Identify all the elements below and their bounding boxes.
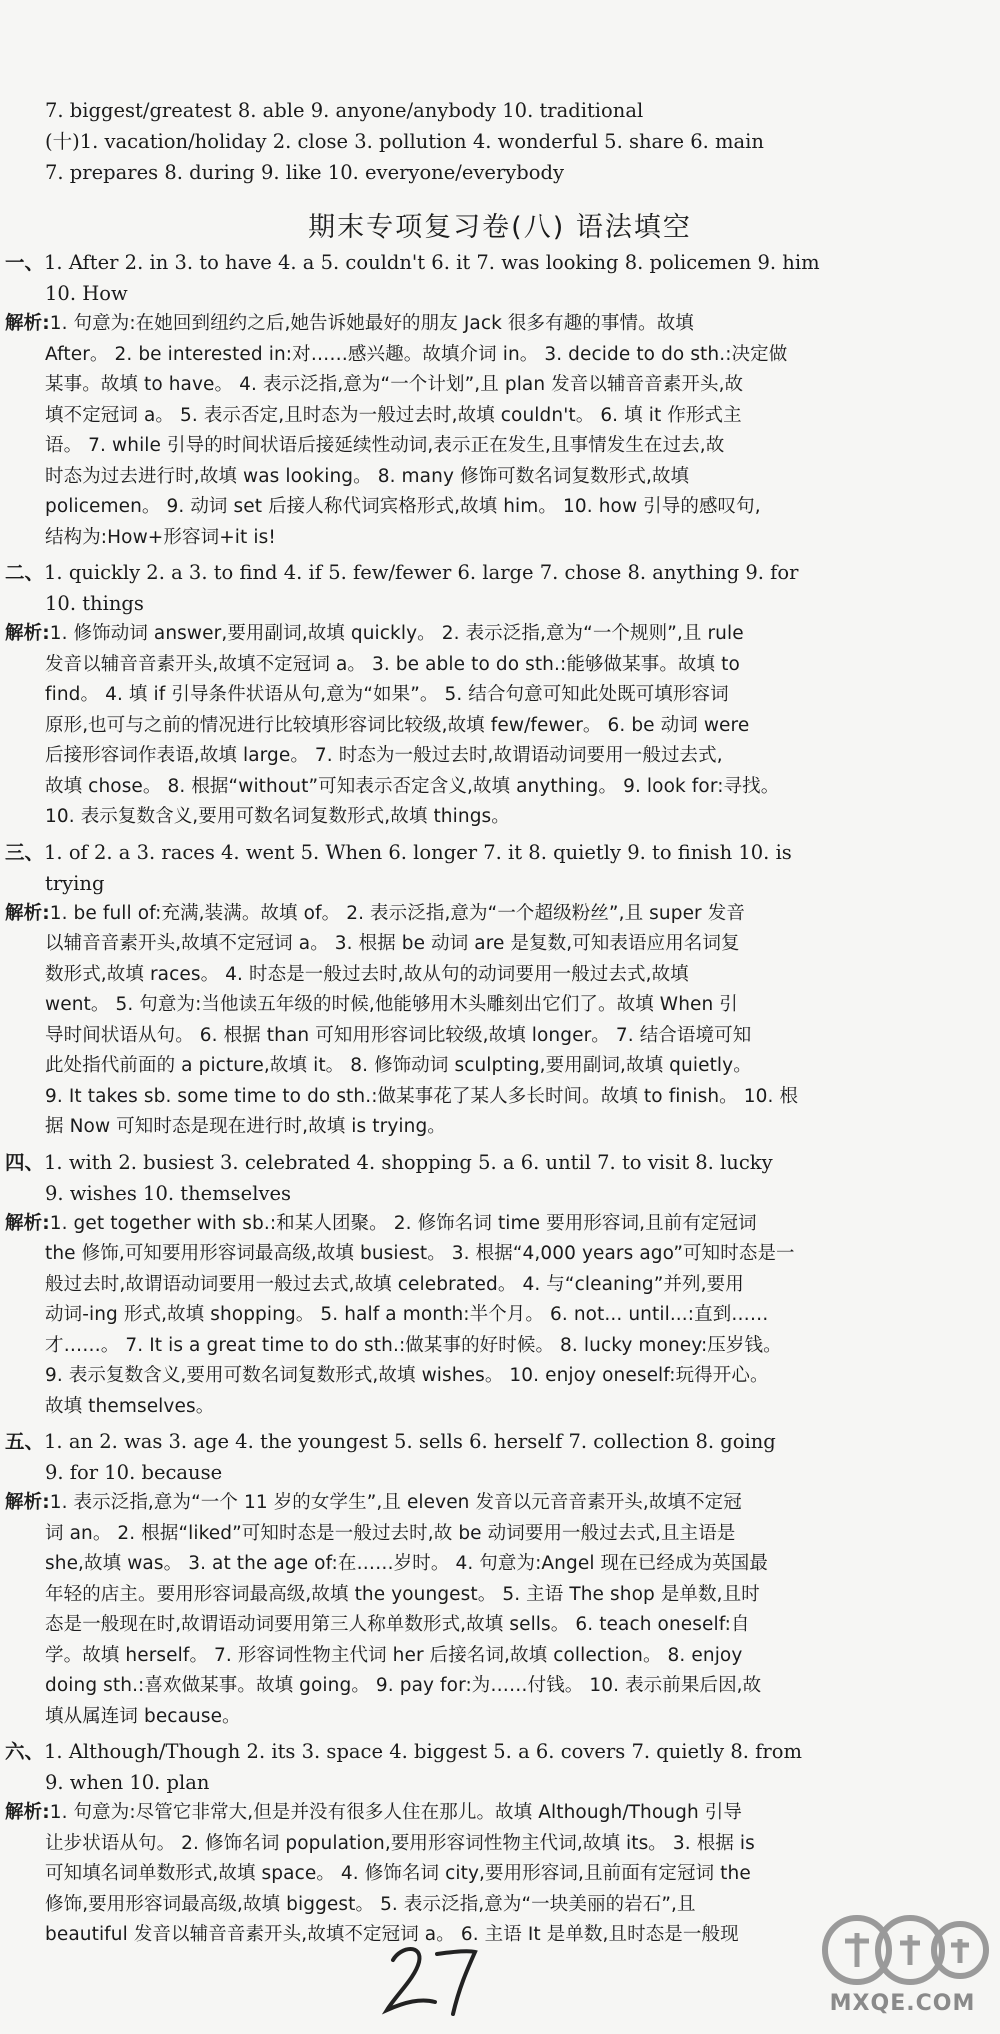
explanation-line	[5, 772, 990, 803]
explanation-label: 解析:	[5, 1212, 50, 1234]
explanation-text: the 修饰,可知要用形容词最高级,故填 busiest。 3. 根据“4,000 years ago”可知时态是一	[45, 1243, 795, 1264]
explanation-text: 语。 7. while 引导的时间状语后接延续性动词,表示正在发生,且事情发生在过去,故	[45, 435, 725, 456]
explanation-text: 1. 句意为:在她回到纽约之后,她告诉她最好的朋友 Jack 很多有趣的事情。故填	[49, 313, 694, 334]
explanation-line	[5, 741, 990, 772]
answer-sections	[5, 247, 990, 1955]
answer-line	[5, 1457, 990, 1488]
explanation-text: 9. It takes sb. some time to do sth.:做某事花了某人多长时间。故填 to finish。 10. 根	[45, 1085, 799, 1107]
explanation-line	[5, 1702, 990, 1733]
explanation-label: 解析:	[5, 902, 50, 924]
explanation-text: 后接形容词作表语,故填 large。 7. 时态为一般过去时,故谓语动词要用一般过去式,	[45, 745, 723, 766]
section-number: 五、	[5, 1430, 45, 1453]
explanation-text: 故填 themselves。	[45, 1395, 215, 1417]
explanation-line	[5, 309, 990, 340]
explanation-line	[5, 960, 990, 991]
explanation-line	[5, 370, 990, 401]
explanation-text: 某事。故填 to have。 4. 表示泛指,意为“一个计划”,且 plan 发音以辅音音素开头,故	[45, 374, 744, 395]
explanation-line	[5, 1270, 990, 1301]
answer-line	[5, 1767, 990, 1798]
explanation-text: find。 4. 填 if 引导条件状语从句,意为“如果”。 5. 结合句意可知此处既可填形容词	[45, 684, 729, 705]
explanation-text: 结构为:How+形容词+it is!	[45, 526, 276, 548]
explanation-line	[5, 1051, 990, 1082]
answer-section	[5, 1426, 990, 1732]
explanation-text: 此处指代前面的 a picture,故填 it。 8. 修饰动词 sculpting,要用副词,故填 quietly。	[45, 1055, 752, 1076]
explanation-text: 1. 修饰动词 answer,要用副词,故填 quickly。 2. 表示泛指,意为“一个规则”,且 rule	[49, 623, 744, 644]
explanation-line	[5, 1239, 990, 1270]
explanation-line	[5, 1798, 990, 1829]
explanation-text: 1. be full of:充满,装满。故填 of。 2. 表示泛指,意为“一个超级粉丝”,且 super 发音	[49, 902, 745, 924]
answer-line: 7. biggest/greatest 8. able 9. anyone/anybody 10. traditional	[45, 99, 644, 122]
explanation-text: she,故填 was。 3. at the age of:在……岁时。 4. 句意为:Angel 现在已经成为英国最	[45, 1553, 768, 1574]
answer-text: 9. when 10. plan	[45, 1771, 210, 1794]
explanation-text: policemen。 9. 动词 set 后接人称代词宾格形式,故填 him。 10. how 引导的感叹句,	[45, 496, 761, 517]
explanation-line	[5, 802, 990, 833]
explanation-text: 1. 句意为:尽管它非常大,但是并没有很多人住在那儿。故填 Although/Though 引导	[49, 1802, 742, 1823]
answer-text: 10. things	[45, 592, 144, 615]
explanation-line	[5, 492, 990, 523]
explanation-label: 解析:	[5, 1492, 50, 1513]
explanation-line	[5, 1488, 990, 1519]
explanation-line	[5, 1209, 990, 1240]
explanation-text: 态是一般现在时,故谓语动词要用第三人称单数形式,故填 sells。 6. teach oneself:自	[45, 1614, 750, 1635]
answer-text: 1. Although/Though 2. its 3. space 4. biggest 5. a 6. covers 7. quietly 8. from	[44, 1740, 802, 1763]
explanation-line	[5, 1082, 990, 1113]
explanation-text: 词 an。 2. 根据“liked”可知时态是一般过去时,故 be 动词要用一般过去式,且主语是	[45, 1522, 736, 1544]
explanation-text: 填从属连词 because。	[45, 1705, 241, 1727]
explanation-text: 数形式,故填 races。 4. 时态是一般过去时,故从句的动词要用一般过去式,故填	[45, 963, 689, 985]
section-number: 三、	[5, 840, 45, 864]
answer-text: 10. How	[45, 282, 128, 305]
explanation-text: doing sth.:喜欢做某事。故填 going。 9. pay for:为……付钱。 10. 表示前果后因,故	[45, 1675, 762, 1696]
answer-line	[5, 1147, 990, 1178]
explanation-label: 解析:	[5, 623, 50, 644]
explanation-line	[5, 650, 990, 681]
answer-line	[5, 278, 990, 309]
section-number: 四、	[5, 1150, 45, 1174]
explanation-line	[5, 1549, 990, 1580]
explanation-line	[5, 1580, 990, 1611]
answer-line: (十)1. vacation/holiday 2. close 3. pollution 4. wonderful 5. share 6. main	[45, 130, 764, 153]
explanation-text: 填不定冠词 a。 5. 表示否定,且时态为一般过去时,故填 couldn't。 6. 填 it 作形式主	[45, 404, 742, 426]
explanation-line	[5, 1392, 990, 1423]
answer-section	[5, 1147, 990, 1423]
answer-text: 1. an 2. was 3. age 4. the youngest 5. sells 6. herself 7. collection 8. going	[44, 1430, 776, 1453]
explanation-line	[5, 340, 990, 371]
explanation-line	[5, 1859, 990, 1890]
explanation-line	[5, 1112, 990, 1143]
answer-line	[5, 588, 990, 619]
answer-line	[5, 1736, 990, 1767]
explanation-line	[5, 1641, 990, 1672]
watermark-logo	[815, 1905, 990, 2025]
section-number: 六、	[5, 1740, 45, 1763]
explanation-text: 故填 chose。 8. 根据“without”可知表示否定含义,故填 anything。 9. look for:寻找。	[45, 775, 780, 797]
explanation-text: 可知填名词单数形式,故填 space。 4. 修饰名词 city,要用形容词,且前面有定冠词 the	[45, 1863, 751, 1884]
explanation-text: 以辅音音素开头,故填不定冠词 a。 3. 根据 be 动词 are 是复数,可知表语应用名词复	[45, 933, 740, 954]
explanation-line	[5, 462, 990, 493]
explanation-text: 10. 表示复数含义,要用可数名词复数形式,故填 things。	[45, 806, 510, 827]
section-title: 期末专项复习卷(八) 语法填空	[308, 212, 692, 243]
explanation-line	[5, 680, 990, 711]
explanation-label: 解析:	[5, 1802, 50, 1823]
explanation-text: 原形,也可与之前的情况进行比较填形容词比较级,故填 few/fewer。 6. be 动词 were	[45, 714, 750, 736]
explanation-line	[5, 1361, 990, 1392]
explanation-text: 学。故填 herself。 7. 形容词性物主代词 her 后接名词,故填 collection。 8. enjoy	[45, 1644, 743, 1666]
answer-text: 9. for 10. because	[45, 1461, 223, 1484]
watermark-icon	[815, 1905, 990, 1995]
answer-line	[5, 1426, 990, 1457]
explanation-line	[5, 1829, 990, 1860]
explanation-text: 修饰,要用形容词最高级,故填 biggest。 5. 表示泛指,意为“一块美丽的岩石”,且	[45, 1893, 696, 1915]
answer-section	[5, 837, 990, 1143]
explanation-text: 据 Now 可知时态是现在进行时,故填 is trying。	[45, 1116, 446, 1137]
explanation-line	[5, 899, 990, 930]
explanation-text: After。 2. be interested in:对……感兴趣。故填介词 in。 3. decide to do sth.:决定做	[45, 343, 788, 365]
answer-text: trying	[45, 871, 105, 895]
explanation-text: went。 5. 句意为:当他读五年级的时候,他能够用木头雕刻出它们了。故填 When 引	[45, 994, 738, 1015]
explanation-line	[5, 431, 990, 462]
explanation-line	[5, 523, 990, 554]
explanation-text: 动词-ing 形式,故填 shopping。 5. half a month:半个月。 6. not... until...:直到……	[45, 1304, 769, 1325]
explanation-line	[5, 619, 990, 650]
explanation-text: 1. get together with sb.:和某人团聚。 2. 修饰名词 time 要用形容词,且前有定冠词	[49, 1212, 757, 1234]
explanation-line	[5, 711, 990, 742]
answer-text: 1. of 2. a 3. races 4. went 5. When 6. longer 7. it 8. quietly 9. to finish 10. is	[44, 840, 792, 864]
explanation-line	[5, 1331, 990, 1362]
section-number: 二、	[5, 561, 45, 584]
answer-line	[5, 868, 990, 899]
explanation-text: 年轻的店主。要用形容词最高级,故填 the youngest。 5. 主语 The shop 是单数,且时	[45, 1583, 760, 1605]
previous-answers	[45, 95, 975, 188]
explanation-line	[5, 1610, 990, 1641]
explanation-line	[5, 1021, 990, 1052]
explanation-line	[5, 1519, 990, 1550]
explanation-text: 导时间状语从句。 6. 根据 than 可知用形容词比较级,故填 longer。 7. 结合语境可知	[45, 1024, 752, 1046]
explanation-text: 时态为过去进行时,故填 was looking。 8. many 修饰可数名词复数形式,故填	[45, 465, 690, 487]
explanation-text: 般过去时,故谓语动词要用一般过去式,故填 celebrated。 4. 与“cleaning”并列,要用	[45, 1273, 744, 1295]
answer-line	[5, 557, 990, 588]
explanation-line	[5, 1300, 990, 1331]
section-number: 一、	[5, 251, 45, 274]
answer-text: 1. quickly 2. a 3. to find 4. if 5. few/fewer 6. large 7. chose 8. anything 9. for	[44, 561, 799, 584]
explanation-text: 让步状语从句。 2. 修饰名词 population,要用形容词性物主代词,故填 its。 3. 根据 is	[45, 1832, 755, 1854]
explanation-text: 1. 表示泛指,意为“一个 11 岁的女学生”,且 eleven 发音以元音音素开头,故填不定冠	[49, 1492, 742, 1513]
answer-text: 9. wishes 10. themselves	[45, 1181, 292, 1205]
explanation-line	[5, 401, 990, 432]
answer-text: 1. After 2. in 3. to have 4. a 5. couldn't 6. it 7. was looking 8. policemen 9. him	[44, 251, 820, 274]
watermark-text: MXQE.COM	[829, 1991, 976, 2016]
explanation-label: 解析:	[5, 313, 50, 334]
answer-line	[5, 837, 990, 868]
answer-line: 7. prepares 8. during 9. like 10. everyone/everybody	[45, 161, 565, 184]
answer-section	[5, 557, 990, 833]
answer-section	[5, 247, 990, 553]
answer-line	[5, 247, 990, 278]
answer-line	[5, 1178, 990, 1209]
explanation-text: 9. 表示复数含义,要用可数名词复数形式,故填 wishes。 10. enjoy oneself:玩得开心。	[45, 1365, 769, 1386]
explanation-text: 才……。 7. It is a great time to do sth.:做某事的好时候。 8. lucky money:压岁钱。	[45, 1334, 782, 1356]
explanation-line	[5, 929, 990, 960]
answer-text: 1. with 2. busiest 3. celebrated 4. shopping 5. a 6. until 7. to visit 8. lucky	[44, 1150, 773, 1174]
explanation-text: beautiful 发音以辅音音素开头,故填不定冠词 a。 6. 主语 It 是单数,且时态是一般现	[45, 1924, 739, 1945]
explanation-line	[5, 1671, 990, 1702]
explanation-line	[5, 990, 990, 1021]
handwritten-page-number	[375, 1932, 485, 2022]
explanation-text: 发音以辅音音素开头,故填不定冠词 a。 3. be able to do sth.:能够做某事。故填 to	[45, 653, 740, 675]
